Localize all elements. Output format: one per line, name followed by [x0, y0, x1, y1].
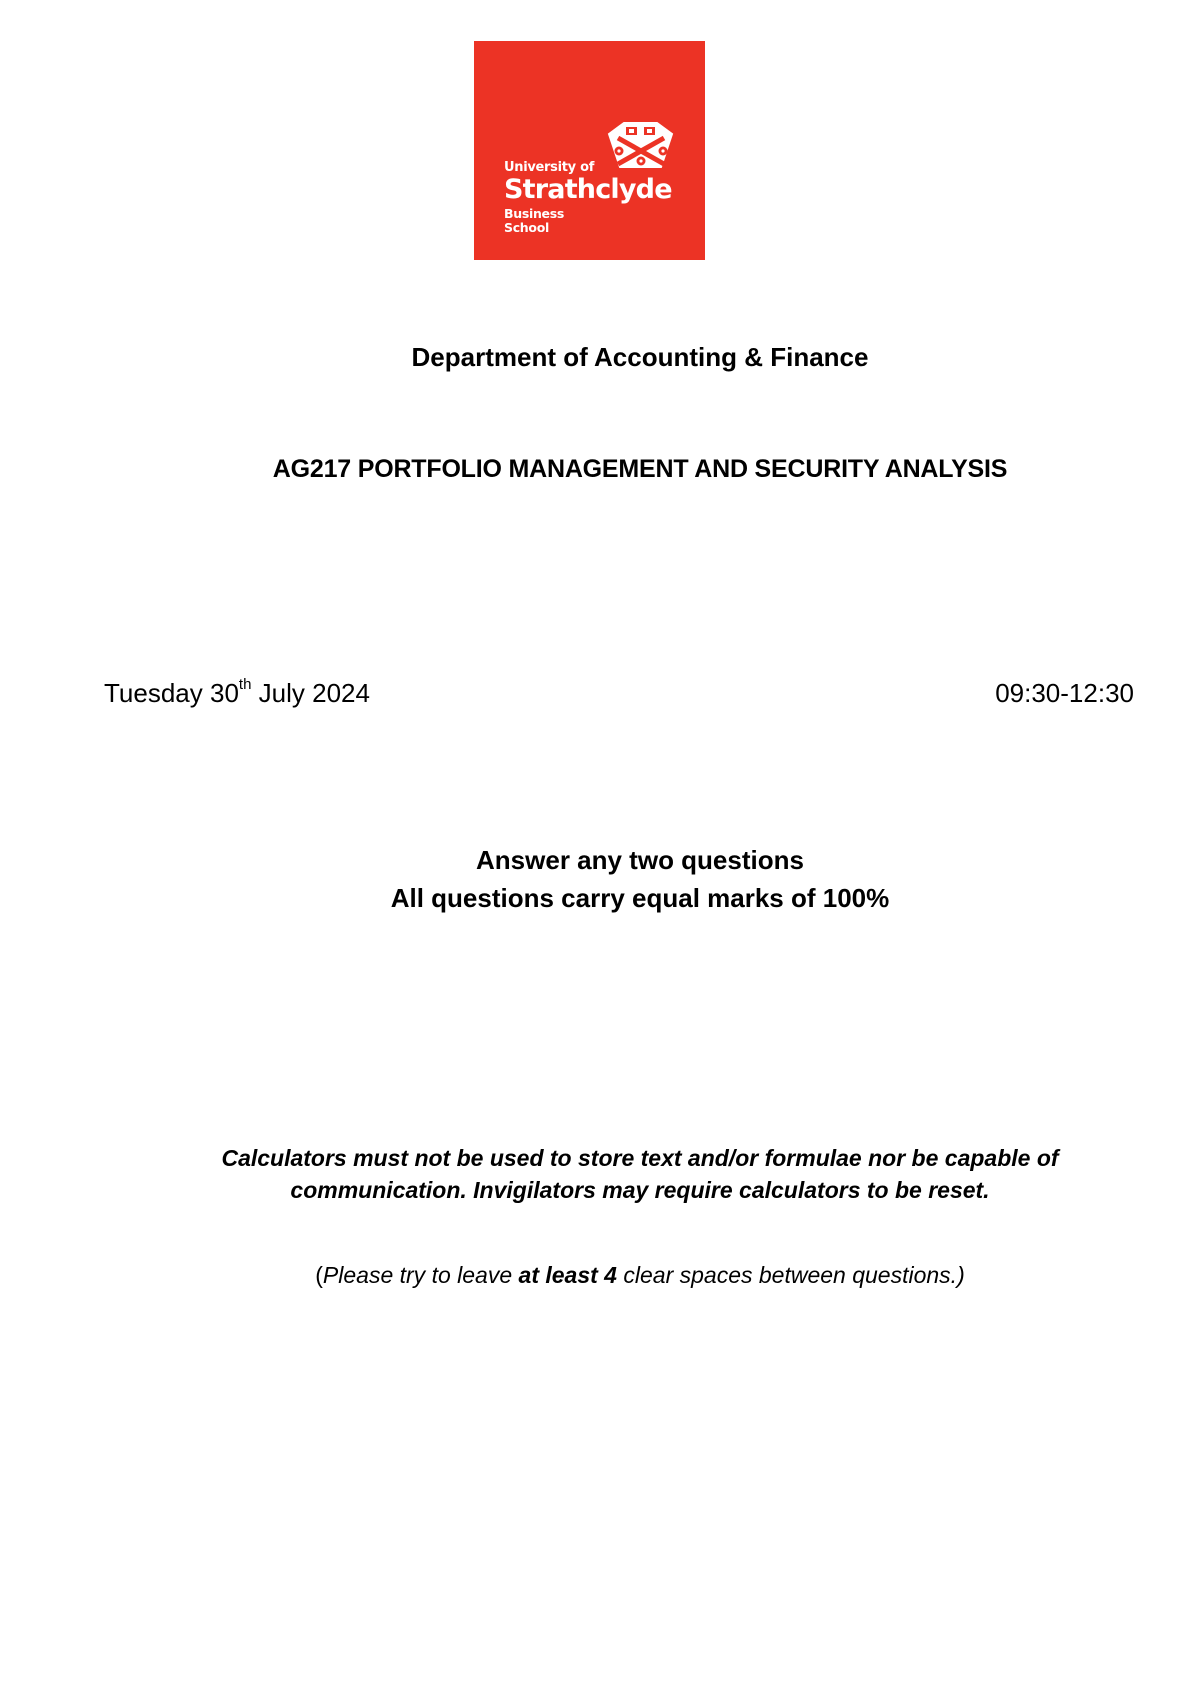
exam-time: 09:30-12:30	[995, 678, 1134, 708]
calculator-notice-line2: communication. Invigilators may require calculators to be reset.	[290, 1177, 990, 1203]
logo-strathclyde: Strathclyde	[504, 174, 672, 205]
exam-date	[104, 678, 370, 709]
department-title: Department of Accounting & Finance	[411, 342, 869, 372]
logo-school: School	[504, 220, 549, 235]
exam-date-ordinal: th	[238, 676, 252, 693]
spacing-note-part1: Please try to leave	[322, 1262, 519, 1288]
instruction-marks: All questions carry equal marks of 100%	[390, 883, 890, 913]
exam-date-day: Tuesday 30	[104, 678, 239, 708]
course-title: AG217 PORTFOLIO MANAGEMENT AND SECURITY ANALYSIS	[272, 455, 1008, 483]
exam-date-month-year: July 2024	[251, 678, 370, 708]
university-logo	[474, 41, 705, 260]
instruction-answer: Answer any two questions	[476, 845, 804, 875]
logo-business: Business	[504, 206, 565, 221]
spacing-note-open-paren: (	[315, 1262, 323, 1288]
spacing-note-close-paren: )	[957, 1262, 965, 1288]
spacing-note-part2: clear spaces between questions.	[616, 1262, 958, 1288]
logo-university-of: University of	[504, 160, 595, 175]
spacing-note-emphasis: at least 4	[518, 1262, 617, 1288]
spacing-note	[40, 1262, 1200, 1289]
calculator-notice-line1: Calculators must not be used to store text and/or formulae nor be capable of	[221, 1145, 1059, 1171]
